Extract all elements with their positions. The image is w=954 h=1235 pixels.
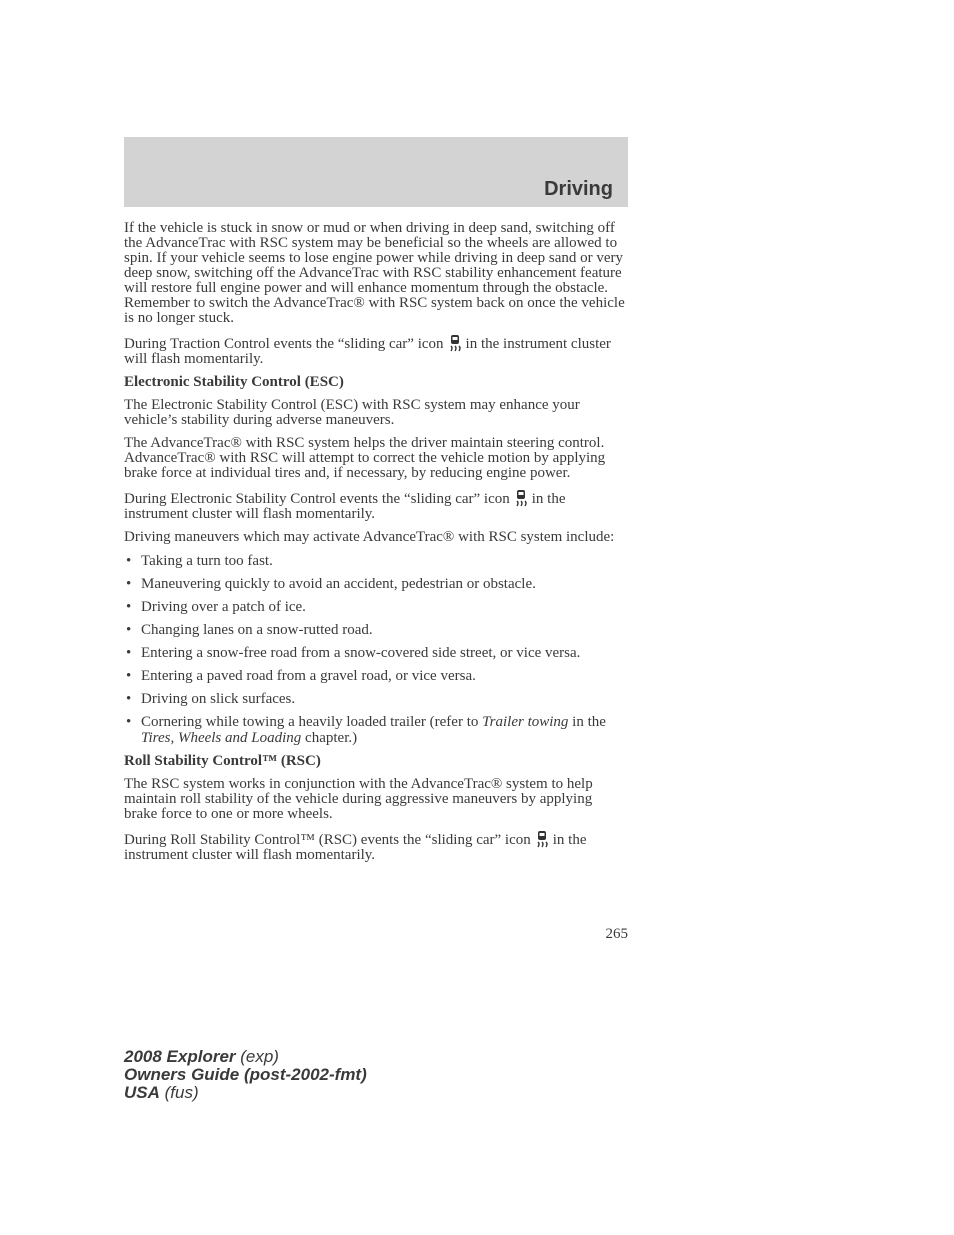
list-item: • Driving over a patch of ice. xyxy=(124,599,628,615)
paragraph-maneuvers: Driving maneuvers which may activate AdvanceTrac® with RSC system include: xyxy=(124,529,615,545)
list-item: • Changing lanes on a snow-rutted road. xyxy=(124,622,628,638)
chapter-reference: Trailer towing xyxy=(482,714,569,730)
section-header xyxy=(124,137,628,207)
paragraph-rsc-events: During Roll Stability Control™ (RSC) events the “sliding car” icon in the instrument cluster will flash momentarily. xyxy=(124,832,587,863)
maneuver-list xyxy=(124,553,628,746)
paragraph-esc-events: During Electronic Stability Control events the “sliding car” icon in the instrument cluster will flash momentarily. xyxy=(124,491,566,522)
list-item: • Maneuvering quickly to avoid an accident, pedestrian or obstacle. xyxy=(124,576,628,592)
list-item: • Entering a snow-free road from a snow-covered side street, or vice versa. xyxy=(124,645,628,661)
sliding-car-icon xyxy=(514,489,528,507)
sliding-car-icon xyxy=(448,334,462,352)
list-item: • Taking a turn too fast. xyxy=(124,553,628,569)
document-footer xyxy=(124,1048,367,1102)
list-item: • Cornering while towing a heavily loaded trailer (refer to Trailer towing in the Tires, Wheels and Loading chapter.) xyxy=(124,714,628,746)
footer-line-guide: Owners Guide (post-2002-fmt) xyxy=(124,1065,367,1084)
list-item: • Entering a paved road from a gravel road, or vice versa. xyxy=(124,668,628,684)
paragraph-esc-intro: The Electronic Stability Control (ESC) with RSC system may enhance your vehicle’s stability during adverse maneuvers. xyxy=(124,397,580,428)
sliding-car-icon xyxy=(535,830,549,848)
heading-esc: Electronic Stability Control (ESC) xyxy=(124,374,344,390)
list-item: • Driving on slick surfaces. xyxy=(124,691,628,707)
page-number: 265 xyxy=(605,926,628,942)
paragraph-traction-control: During Traction Control events the “sliding car” icon in the instrument cluster will flash momentarily. xyxy=(124,336,611,367)
paragraph-stuck: If the vehicle is stuck in snow or mud or when driving in deep sand, switching off the AdvanceTrac with RSC system may be beneficial so the wheels are allowed to spin. If your vehicle seems to lose engine power while driving in deep sand or very deep snow, switching off the AdvanceTrac with RSC stability enhancement feature will restore full engine power and will enhance momentum through the obstacle. Remember to switch the AdvanceTrac® with RSC system back on once the vehicle is no longer stuck. xyxy=(124,220,625,326)
page-content xyxy=(124,221,628,871)
footer-line-market: USA (fus) xyxy=(124,1083,199,1102)
paragraph-rsc-intro: The RSC system works in conjunction with the AdvanceTrac® system to help maintain roll stability of the vehicle during aggressive maneuvers by applying brake force to one or more wheels. xyxy=(124,776,593,822)
section-title: Driving xyxy=(544,178,613,200)
chapter-reference: Tires, Wheels and Loading xyxy=(141,730,302,746)
footer-line-model: 2008 Explorer (exp) xyxy=(124,1047,279,1066)
paragraph-advancetrac: The AdvanceTrac® with RSC system helps the driver maintain steering control. AdvanceTrac® with RSC will attempt to correct the vehicle motion by applying brake force at individual tires and, if necessary, by reducing engine power. xyxy=(124,435,606,481)
heading-rsc: Roll Stability Control™ (RSC) xyxy=(124,753,321,769)
